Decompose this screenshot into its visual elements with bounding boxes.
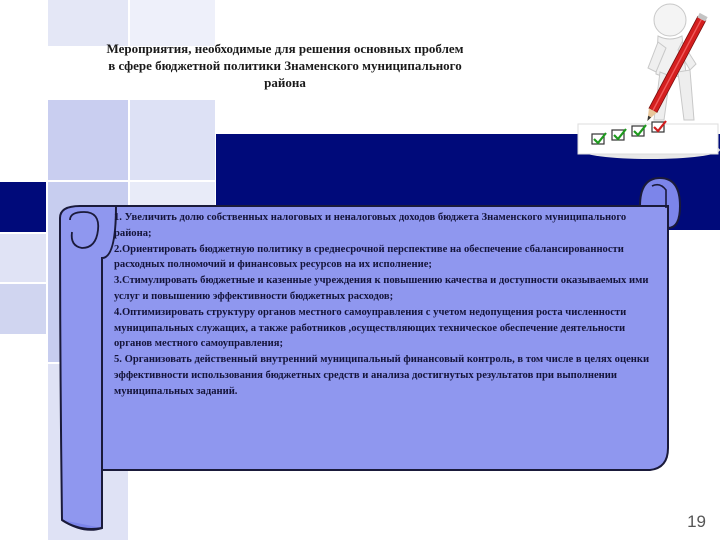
list-item: 3.Стимулировать бюджетные и казенные учреждения к повышению качества и доступности оказываемых ими услуг и повышению эффективности бюджетных расходов; [114,275,649,302]
title-line: Мероприятия, необходимые для решения основных проблем [106,41,464,56]
title-line: в сфере бюджетной политики Знаменского муниципального [108,58,462,73]
page-number: 19 [687,512,706,531]
checklist-figure-icon [570,0,720,160]
measures-list [114,210,659,400]
list-item: 5. Организовать действенный внутренний муниципальный финансовый контроль, в том числе в целях оценки эффективности использования бюджетных средств и анализа достигнутых результатов при выполнении муниципальных заданий. [114,354,650,397]
title-line: района [264,75,306,90]
list-item: 2.Ориентировать бюджетную политику в среднесрочной перспективе на обеспечение сбалансированности расходных полномочий и финансовых ресурсов на их исполнение; [114,243,624,271]
slide-title [50,40,520,91]
list-item: 1. Увеличить долю собственных налоговых и неналоговых доходов бюджета Знаменского муниципального района; [114,212,627,239]
list-item: 4.Оптимизировать структуру органов местного самоуправления с учетом недопущения роста численности муниципальных служащих, а также работников ,осуществляющих техническое обеспечение деятельности органов местного самоуправления; [114,306,627,350]
